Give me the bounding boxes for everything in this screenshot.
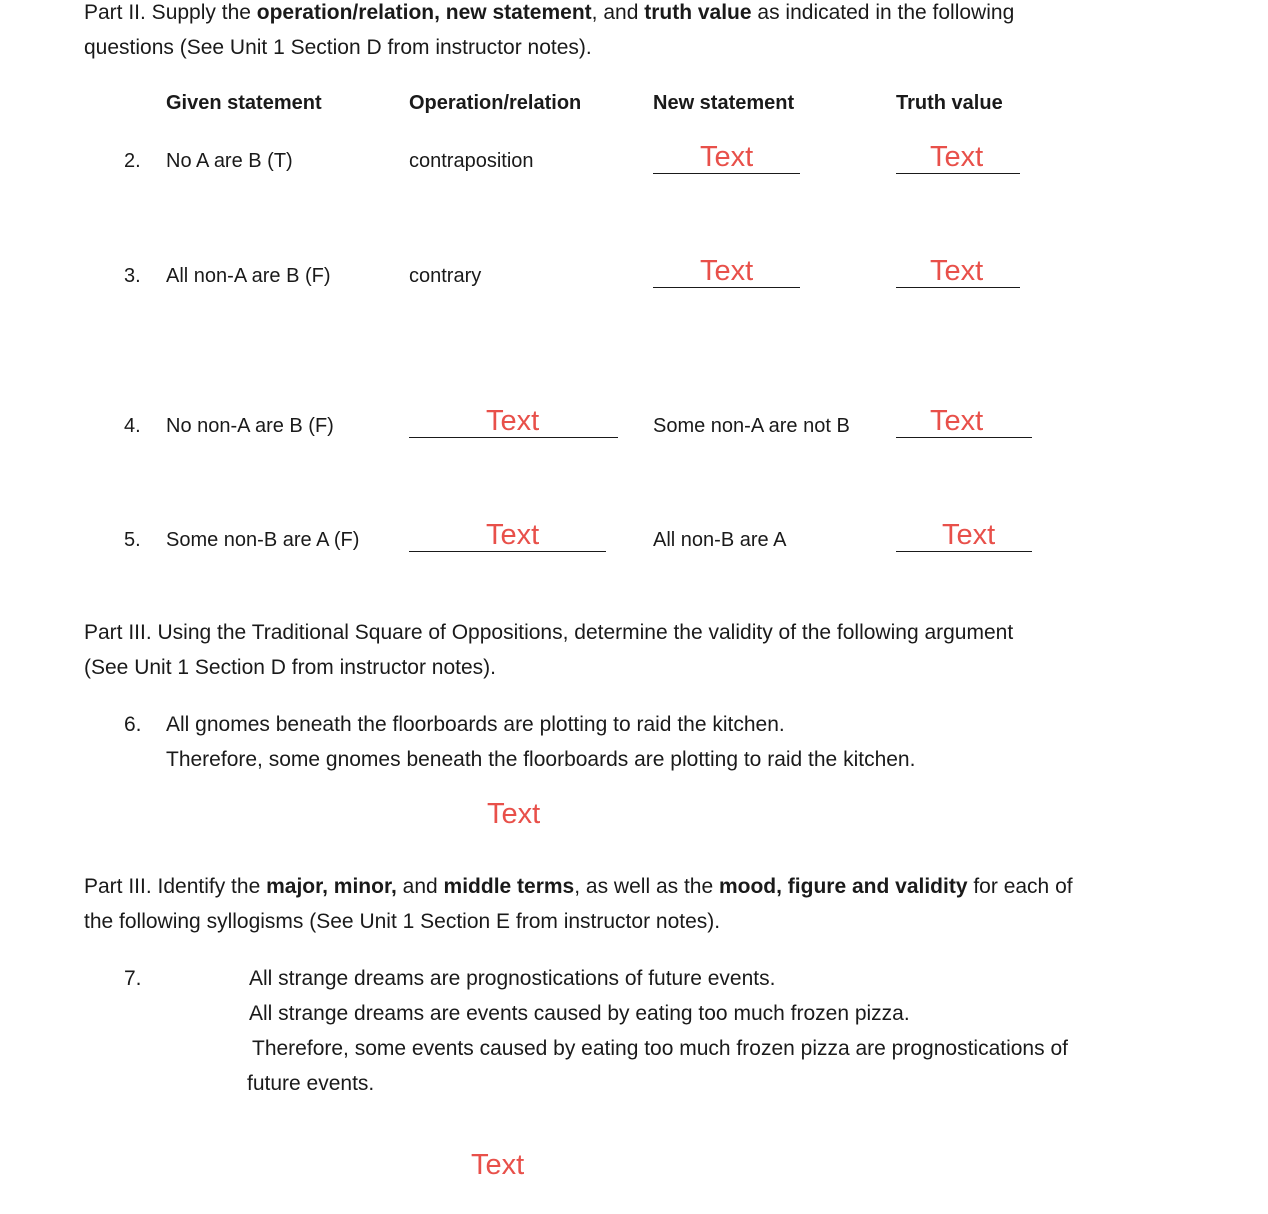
part3b-bold-mood: mood, figure and validity: [718, 875, 968, 898]
syllogism-conclusion-continued: future events.: [247, 1072, 375, 1095]
part3b-bold-terms: major, minor,: [266, 875, 397, 898]
header-new-statement: New statement: [653, 92, 795, 114]
given-statement: No A are B (T): [166, 150, 293, 172]
truth-value-blank[interactable]: [896, 255, 1020, 288]
answer-text: Text: [942, 519, 996, 551]
row-number: 4.: [124, 415, 141, 437]
part2-text: as indicated in the following: [751, 1, 1015, 24]
row-number: 5.: [124, 529, 141, 551]
part2-bold-truth: truth value: [644, 1, 752, 24]
syllogism-major-premise: All strange dreams are prognostications of future events.: [249, 967, 776, 990]
syllogism-conclusion: Therefore, some events caused by eating too much frozen pizza are prognostications of: [252, 1037, 1068, 1060]
answer-text: Text: [486, 519, 540, 551]
question-number: 7.: [124, 967, 142, 990]
operation-relation-blank[interactable]: [409, 519, 606, 552]
answer-text[interactable]: Text: [487, 798, 541, 830]
argument-conclusion: Therefore, some gnomes beneath the floorboards are plotting to raid the kitchen.: [166, 748, 916, 771]
given-statement: No non-A are B (F): [166, 415, 334, 437]
question-number: 6.: [124, 713, 142, 736]
part3b-bold-middle: middle terms: [443, 875, 575, 898]
part3b-text: and: [396, 875, 444, 898]
argument-premise: All gnomes beneath the floorboards are plotting to raid the kitchen.: [166, 713, 785, 736]
part3b-text: , as well as the: [574, 875, 719, 898]
truth-value-blank[interactable]: [896, 141, 1020, 174]
answer-text: Text: [930, 405, 984, 437]
part3a-instructions: Part III. Using the Traditional Square of Oppositions, determine the validity of the following argument: [84, 621, 1014, 644]
new-statement: Some non-A are not B: [653, 415, 850, 437]
syllogism-minor-premise: All strange dreams are events caused by eating too much frozen pizza.: [249, 1002, 910, 1025]
header-truth-value: Truth value: [896, 92, 1003, 114]
part2-instructions: [84, 0, 1014, 30]
truth-value-blank[interactable]: [896, 519, 1032, 552]
row-number: 3.: [124, 265, 141, 287]
part3b-text: for each of: [967, 875, 1073, 898]
header-operation-relation: Operation/relation: [409, 92, 582, 114]
new-statement: All non-B are A: [653, 529, 787, 551]
part3b-text: Part III. Identify the: [84, 875, 267, 898]
given-statement: All non-A are B (F): [166, 265, 331, 287]
answer-text: Text: [930, 141, 984, 173]
answer-text: Text: [930, 255, 984, 287]
answer-text: Text: [700, 141, 754, 173]
operation-relation-blank[interactable]: [409, 405, 618, 438]
part2-bold-operation: operation/relation, new statement: [256, 1, 592, 24]
part2-text: , and: [591, 1, 645, 24]
part3b-instructions-line2: the following syllogisms (See Unit 1 Section E from instructor notes).: [84, 910, 721, 933]
header-given-statement: Given statement: [166, 92, 322, 114]
part2-instructions-line2: questions (See Unit 1 Section D from instructor notes).: [84, 36, 592, 59]
part3b-instructions: [84, 869, 1073, 904]
answer-text: Text: [700, 255, 754, 287]
truth-value-blank[interactable]: [896, 405, 1032, 438]
operation-relation: contraposition: [409, 150, 534, 172]
part3a-instructions-line2: (See Unit 1 Section D from instructor notes).: [84, 656, 496, 679]
operation-relation: contrary: [409, 265, 482, 287]
answer-text: Text: [486, 405, 540, 437]
new-statement-blank[interactable]: [653, 141, 800, 174]
row-number: 2.: [124, 150, 141, 172]
part2-text: Part II. Supply the: [84, 1, 257, 24]
new-statement-blank[interactable]: [653, 255, 800, 288]
answer-text[interactable]: Text: [471, 1149, 525, 1181]
given-statement: Some non-B are A (F): [166, 529, 360, 551]
